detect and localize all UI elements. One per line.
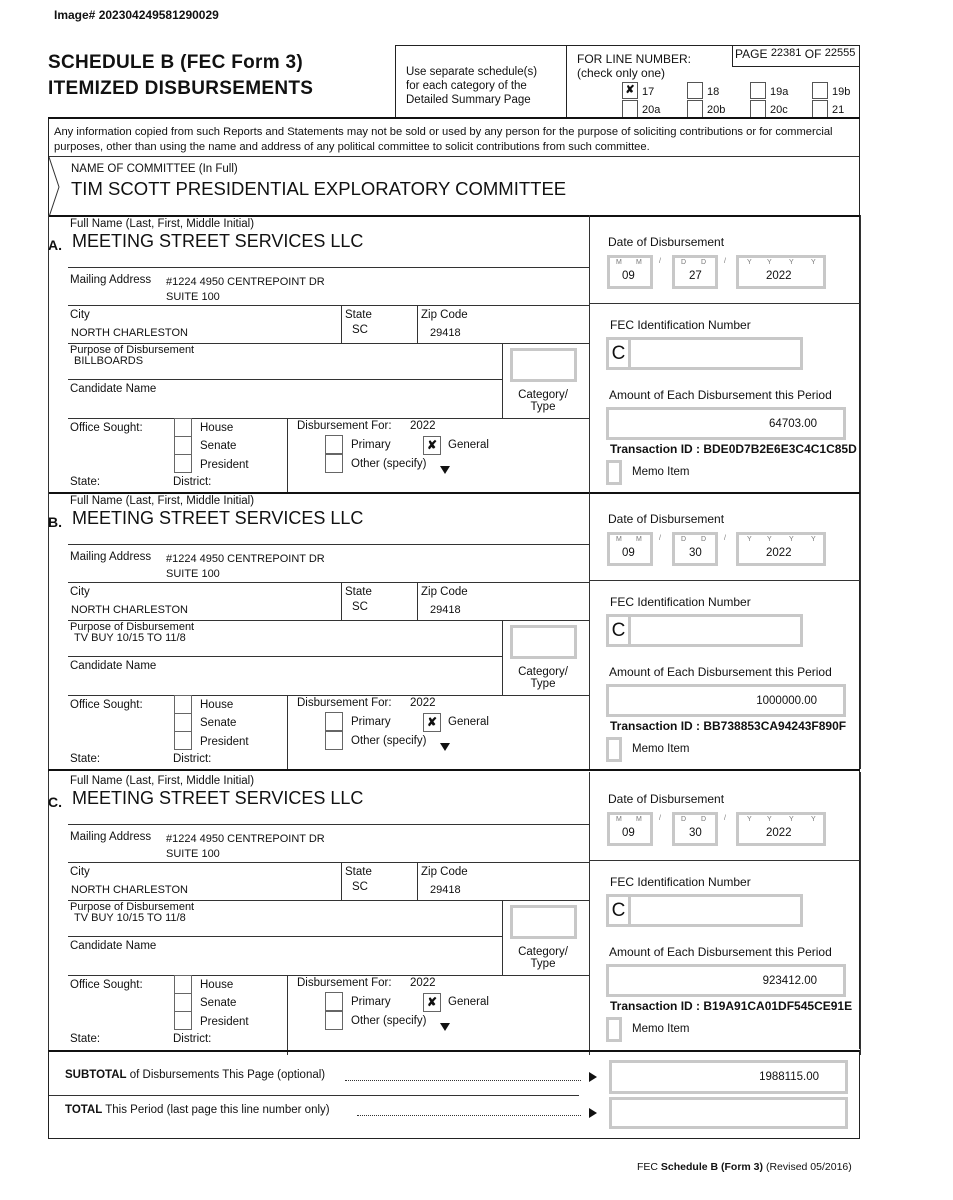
payee-name: MEETING STREET SERVICES LLC [72, 508, 364, 528]
subtotal-label: SUBTOTAL of Disbursements This Page (optional) [65, 1069, 326, 1081]
state-bottom-label: State: [70, 1033, 101, 1045]
president-checkbox[interactable] [174, 1011, 192, 1030]
date-label: Date of Disbursement [608, 792, 725, 806]
date-label: Date of Disbursement [608, 512, 725, 526]
chevron-right-icon [49, 157, 63, 217]
image-id: Image# 202304249581290029 [54, 8, 219, 22]
amount-label: Amount of Each Disbursement this Period [609, 388, 832, 402]
category-type-field[interactable] [510, 625, 577, 659]
total-label: TOTAL This Period (last page this line number only) [65, 1104, 330, 1116]
category-type-label: Category/ Type [518, 946, 568, 970]
divider [68, 824, 589, 825]
general-checkbox[interactable]: ✘ [423, 993, 441, 1012]
divider [48, 769, 860, 771]
amount-field[interactable] [606, 964, 846, 997]
address-line-1: #1224 4950 CENTREPOINT DR [166, 833, 325, 845]
date-year-value: 2022 [766, 270, 792, 282]
line-20b-checkbox[interactable] [687, 100, 703, 117]
office-sought-label: Office Sought: [70, 699, 143, 711]
address-line-2: SUITE 100 [166, 568, 220, 580]
divider [502, 900, 503, 976]
amount-value: 1000000.00 [756, 695, 817, 707]
divider [68, 267, 589, 268]
full-name-label: Full Name (Last, First, Middle Initial) [70, 218, 255, 230]
divider [48, 492, 860, 494]
date-month-field[interactable]: M M 09 [607, 255, 653, 289]
purpose-value: BILLBOARDS [74, 355, 144, 367]
state-value: SC [352, 601, 368, 613]
category-type-label: Category/ Type [518, 666, 568, 690]
divider [68, 656, 502, 657]
divider [287, 695, 288, 769]
date-year-value: 2022 [766, 827, 792, 839]
state-value: SC [352, 324, 368, 336]
amount-field[interactable] [606, 407, 846, 440]
district-label: District: [173, 753, 212, 765]
divider [589, 303, 860, 304]
divider [589, 215, 590, 492]
subtotal-value: 1988115.00 [759, 1071, 819, 1083]
divider [68, 695, 589, 696]
other-checkbox[interactable] [325, 1011, 343, 1030]
purpose-label: Purpose of Disbursement [70, 344, 195, 356]
zip-value: 29418 [430, 327, 461, 339]
category-type-field[interactable] [510, 905, 577, 939]
senate-checkbox[interactable] [174, 993, 192, 1012]
state-label: State [345, 866, 372, 878]
page-total: 22555 [824, 47, 856, 59]
entry-letter: C. [48, 794, 62, 810]
subtotal-field[interactable] [609, 1060, 848, 1094]
city-value: NORTH CHARLESTON [71, 884, 188, 896]
memo-item-checkbox[interactable] [606, 737, 622, 762]
office-sought-label: Office Sought: [70, 422, 143, 434]
divider [417, 862, 418, 900]
divider [287, 975, 288, 1055]
divider [68, 544, 589, 545]
divider [341, 305, 342, 343]
date-month-field[interactable]: M M 09 [607, 812, 653, 846]
candidate-name-label: Candidate Name [70, 660, 157, 672]
date-year-value: 2022 [766, 547, 792, 559]
category-type-label: Category/ Type [518, 389, 568, 413]
divider [589, 580, 860, 581]
arrow-right-icon [589, 1108, 597, 1118]
district-label: District: [173, 476, 212, 488]
general-checkbox[interactable]: ✘ [423, 713, 441, 732]
usage-notice: Any information copied from such Reports and Statements may not be sold or used by any person for the purpose of soliciting contributions or for commercial purposes, other than using the name and address of any political committee to solicit contributions from such committee. [54, 126, 833, 153]
city-label: City [70, 866, 90, 878]
state-value: SC [352, 881, 368, 893]
fec-id-label: FEC Identification Number [610, 875, 751, 889]
memo-item-checkbox[interactable] [606, 460, 622, 485]
mailing-address-label: Mailing Address [70, 274, 152, 286]
line-number-box: FOR LINE NUMBER: (check only one) PAGE 22381 OF 22555 ✘ 17 18 19a 19b 20a 20b 20c 21 [566, 45, 860, 117]
date-year-field[interactable]: Y Y Y Y 2022 [736, 812, 826, 846]
divider [502, 343, 503, 419]
triangle-down-icon [440, 466, 450, 474]
divider [68, 418, 589, 419]
house-checkbox[interactable] [174, 695, 192, 714]
zip-value: 29418 [430, 884, 461, 896]
date-year-field[interactable]: Y Y Y Y 2022 [736, 255, 826, 289]
entry-letter: A. [48, 237, 62, 253]
line-19b-checkbox[interactable] [812, 82, 828, 99]
fec-id-prefix: C [609, 340, 631, 367]
address-line-2: SUITE 100 [166, 291, 220, 303]
line-20c-checkbox[interactable] [750, 100, 766, 117]
date-day-value: 27 [689, 270, 702, 282]
divider [589, 492, 590, 769]
city-label: City [70, 309, 90, 321]
divider [68, 975, 589, 976]
district-label: District: [173, 1033, 212, 1045]
page-current: 22381 [770, 47, 802, 59]
disbursement-year: 2022 [410, 420, 436, 432]
full-name-label: Full Name (Last, First, Middle Initial) [70, 495, 255, 507]
state-label: State [345, 586, 372, 598]
fec-id-label: FEC Identification Number [610, 595, 751, 609]
house-checkbox[interactable] [174, 975, 192, 994]
separate-schedule-note: Use separate schedule(s) for each category of the Detailed Summary Page [406, 66, 538, 106]
senate-checkbox[interactable] [174, 436, 192, 455]
divider [68, 862, 589, 863]
date-day-value: 30 [689, 547, 702, 559]
form-footer: FEC Schedule B (Form 3) (Revised 05/2016) [637, 1161, 852, 1173]
divider [860, 215, 861, 492]
divider [68, 305, 589, 306]
separate-schedule-box [395, 45, 567, 117]
amount-value: 64703.00 [769, 418, 817, 430]
line-20a-checkbox[interactable] [622, 100, 638, 117]
arrow-right-icon [589, 1072, 597, 1082]
disbursement-year: 2022 [410, 977, 436, 989]
payee-name: MEETING STREET SERVICES LLC [72, 231, 364, 251]
divider [48, 215, 49, 492]
fec-id-label: FEC Identification Number [610, 318, 751, 332]
purpose-label: Purpose of Disbursement [70, 621, 195, 633]
president-checkbox[interactable] [174, 731, 192, 750]
amount-label: Amount of Each Disbursement this Period [609, 945, 832, 959]
zip-label: Zip Code [421, 586, 468, 598]
fec-id-prefix: C [609, 617, 631, 644]
schedule-title: SCHEDULE B (FEC Form 3) [48, 52, 303, 73]
line-17-checkbox[interactable]: ✘ [622, 82, 638, 99]
general-checkbox[interactable]: ✘ [423, 436, 441, 455]
address-line-1: #1224 4950 CENTREPOINT DR [166, 553, 325, 565]
divider [589, 772, 590, 1055]
zip-label: Zip Code [421, 309, 468, 321]
category-type-field[interactable] [510, 348, 577, 382]
date-day-field[interactable]: D D 30 [672, 532, 718, 566]
divider [417, 582, 418, 620]
divider [341, 862, 342, 900]
date-month-value: 09 [622, 270, 635, 282]
transaction-id: Transaction ID : BDE0D7B2E6E3C4C1C85D [610, 442, 857, 456]
committee-label: NAME OF COMMITTEE (In Full) [71, 163, 238, 175]
divider [48, 772, 49, 1055]
state-label: State [345, 309, 372, 321]
divider [341, 582, 342, 620]
divider [860, 492, 861, 769]
totals-section [48, 1050, 860, 1139]
purpose-value: TV BUY 10/15 TO 11/8 [74, 912, 186, 924]
city-value: NORTH CHARLESTON [71, 327, 188, 339]
line-number-title: FOR LINE NUMBER: [577, 52, 692, 66]
line-21-checkbox[interactable] [812, 100, 828, 117]
line-number-subtitle: (check only one) [577, 66, 666, 80]
divider [49, 1095, 579, 1096]
amount-value: 923412.00 [762, 975, 817, 987]
memo-item-label: Memo Item [632, 743, 690, 755]
city-value: NORTH CHARLESTON [71, 604, 188, 616]
city-label: City [70, 586, 90, 598]
divider [589, 860, 860, 861]
divider [68, 936, 502, 937]
date-day-value: 30 [689, 827, 702, 839]
line-18-checkbox[interactable] [687, 82, 703, 99]
primary-checkbox[interactable] [325, 992, 343, 1011]
full-name-label: Full Name (Last, First, Middle Initial) [70, 775, 255, 787]
page-indicator: PAGE 22381 OF 22555 [732, 45, 860, 67]
fec-id-prefix: C [609, 897, 631, 924]
entry-letter: B. [48, 514, 62, 530]
address-line-2: SUITE 100 [166, 848, 220, 860]
disbursement-year: 2022 [410, 697, 436, 709]
divider [287, 418, 288, 492]
transaction-id: Transaction ID : B19A91CA01DF545CE91E [610, 999, 853, 1013]
amount-label: Amount of Each Disbursement this Period [609, 665, 832, 679]
date-day-field[interactable]: D D 27 [672, 255, 718, 289]
total-field[interactable] [609, 1097, 848, 1129]
mailing-address-label: Mailing Address [70, 551, 152, 563]
triangle-down-icon [440, 1023, 450, 1031]
date-month-value: 09 [622, 547, 635, 559]
divider [68, 582, 589, 583]
leader-dots [357, 1115, 581, 1116]
disbursement-for-label: Disbursement For: [297, 697, 392, 709]
divider [417, 305, 418, 343]
purpose-label: Purpose of Disbursement [70, 901, 195, 913]
fec-id-field[interactable] [606, 337, 803, 370]
divider [48, 492, 49, 769]
office-sought-label: Office Sought: [70, 979, 143, 991]
primary-checkbox[interactable] [325, 712, 343, 731]
leader-dots [345, 1080, 581, 1081]
senate-checkbox[interactable] [174, 713, 192, 732]
memo-item-label: Memo Item [632, 1023, 690, 1035]
purpose-value: TV BUY 10/15 TO 11/8 [74, 632, 186, 644]
candidate-name-label: Candidate Name [70, 940, 157, 952]
transaction-id: Transaction ID : BB738853CA94243F890F [610, 719, 847, 733]
disbursement-for-label: Disbursement For: [297, 420, 392, 432]
line-19a-checkbox[interactable] [750, 82, 766, 99]
date-month-field[interactable]: M M 09 [607, 532, 653, 566]
divider [860, 772, 861, 1055]
fec-id-field[interactable] [606, 614, 803, 647]
zip-value: 29418 [430, 604, 461, 616]
zip-label: Zip Code [421, 866, 468, 878]
candidate-name-label: Candidate Name [70, 383, 157, 395]
date-month-value: 09 [622, 827, 635, 839]
schedule-subtitle: ITEMIZED DISBURSEMENTS [48, 78, 314, 99]
divider [48, 117, 860, 119]
triangle-down-icon [440, 743, 450, 751]
disbursement-for-label: Disbursement For: [297, 977, 392, 989]
divider [49, 156, 859, 157]
primary-checkbox[interactable] [325, 435, 343, 454]
divider [68, 379, 502, 380]
address-line-1: #1224 4950 CENTREPOINT DR [166, 276, 325, 288]
president-checkbox[interactable] [174, 454, 192, 473]
other-checkbox[interactable] [325, 731, 343, 750]
committee-name: TIM SCOTT PRESIDENTIAL EXPLORATORY COMMITTEE [71, 178, 567, 199]
date-day-field[interactable]: D D 30 [672, 812, 718, 846]
divider [502, 620, 503, 696]
payee-name: MEETING STREET SERVICES LLC [72, 788, 364, 808]
date-year-field[interactable]: Y Y Y Y 2022 [736, 532, 826, 566]
state-bottom-label: State: [70, 476, 101, 488]
amount-field[interactable] [606, 684, 846, 717]
memo-item-checkbox[interactable] [606, 1017, 622, 1042]
house-checkbox[interactable] [174, 418, 192, 437]
date-label: Date of Disbursement [608, 235, 725, 249]
other-checkbox[interactable] [325, 454, 343, 473]
state-bottom-label: State: [70, 753, 101, 765]
fec-id-field[interactable] [606, 894, 803, 927]
divider [48, 215, 860, 217]
memo-item-label: Memo Item [632, 466, 690, 478]
mailing-address-label: Mailing Address [70, 831, 152, 843]
